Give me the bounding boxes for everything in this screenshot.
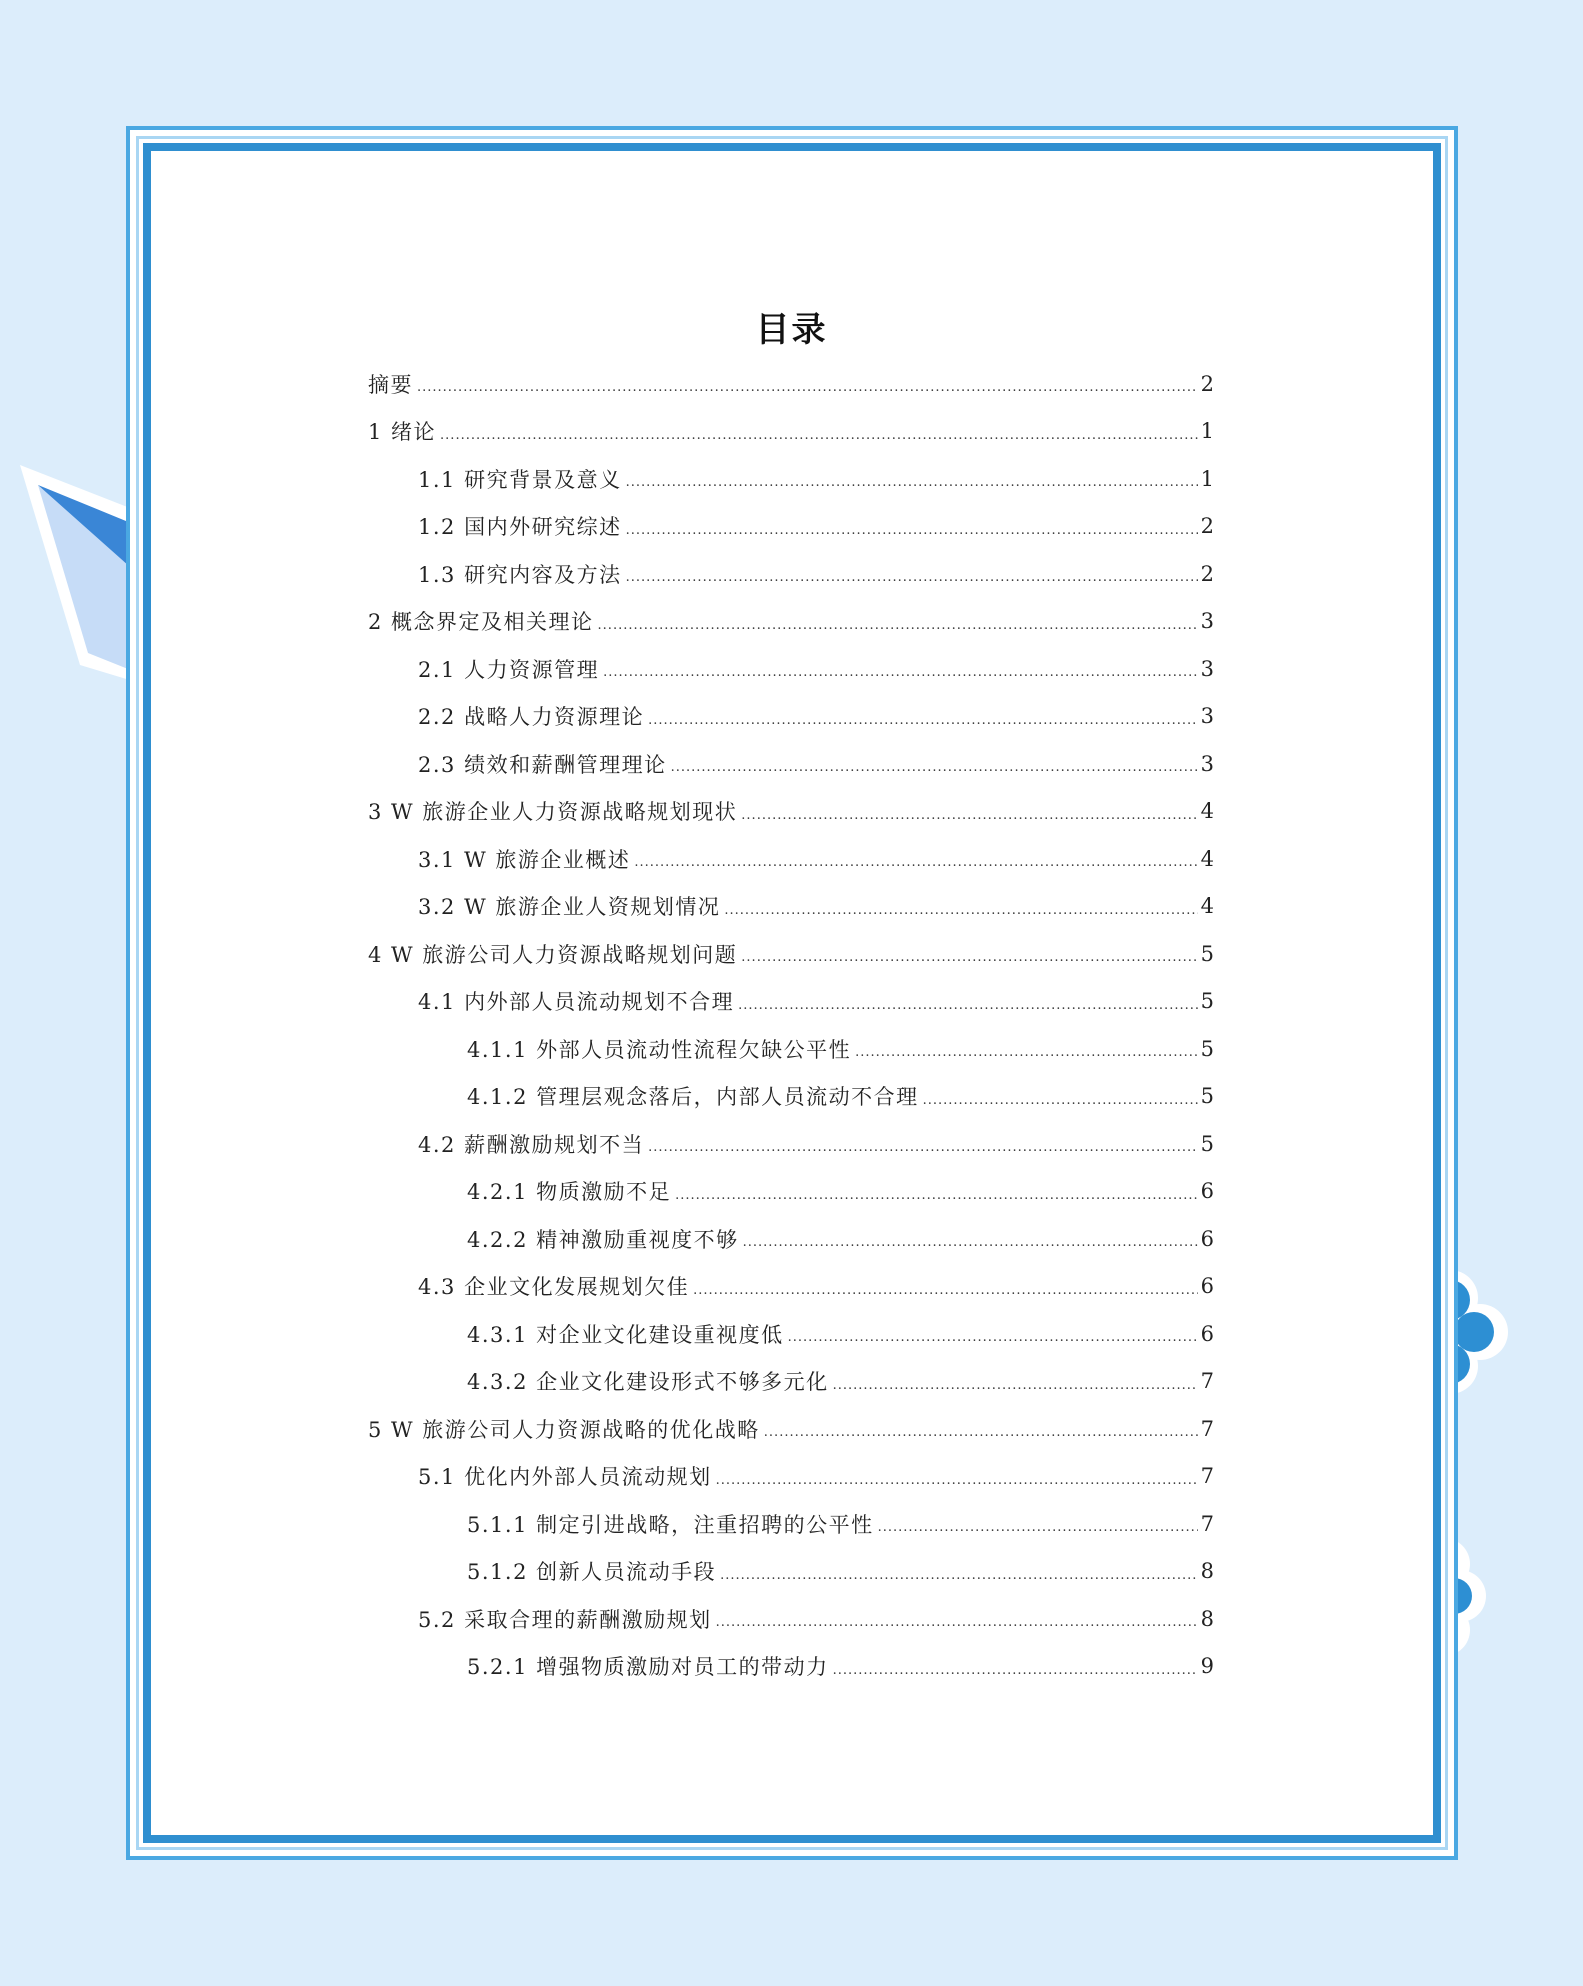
toc-entry[interactable]	[368, 598, 1214, 646]
toc-entry-title: 4.1.2 管理层观念落后，内部人员流动不合理	[467, 1085, 919, 1110]
toc-entry-page: 8	[1200, 1559, 1214, 1584]
toc-entry[interactable]	[368, 1025, 1214, 1073]
toc-entry-page: 6	[1200, 1274, 1214, 1299]
toc-entry[interactable]	[368, 1500, 1214, 1548]
toc-leader-dots	[741, 950, 1197, 965]
toc-entry-title: 4.3.2 企业文化建设形式不够多元化	[467, 1370, 829, 1395]
toc-entry-title: 5.2.1 增强物质激励对员工的带动力	[467, 1655, 829, 1680]
toc-leader-dots	[833, 1663, 1198, 1678]
toc-leader-dots	[648, 1140, 1198, 1155]
toc-leader-dots	[626, 570, 1198, 585]
toc-leader-dots	[720, 1568, 1198, 1583]
toc-entry-page: 6	[1200, 1321, 1214, 1346]
toc-leader-dots	[833, 1378, 1198, 1393]
toc-entry-page: 3	[1200, 751, 1214, 776]
toc-entry-page: 1	[1200, 419, 1214, 444]
toc-title: 目录	[755, 310, 828, 350]
toc-entry-title: 2.3 绩效和薪酬管理理论	[418, 752, 667, 777]
toc-leader-dots	[693, 1283, 1198, 1298]
toc-entry-title: 4.1 内外部人员流动规划不合理	[418, 990, 735, 1015]
toc-entry-page: 7	[1200, 1511, 1214, 1536]
toc-entry-page: 8	[1200, 1606, 1214, 1631]
toc-entry-page: 4	[1200, 894, 1214, 919]
toc-entry-title: 1.1 研究背景及意义	[418, 467, 622, 492]
toc-entry-page: 3	[1200, 609, 1214, 634]
toc-leader-dots	[675, 1188, 1198, 1203]
toc-leader-dots	[626, 523, 1198, 538]
toc-entry-page: 2	[1200, 514, 1214, 539]
toc-entry[interactable]	[368, 1215, 1214, 1263]
toc-entry[interactable]	[368, 1263, 1214, 1311]
toc-leader-dots	[671, 760, 1198, 775]
toc-entry-title: 2.2 战略人力资源理论	[418, 705, 645, 730]
toc-entry[interactable]	[368, 1405, 1214, 1453]
toc-entry[interactable]	[368, 788, 1214, 836]
toc-leader-dots	[923, 1093, 1198, 1108]
toc-entry-page: 4	[1200, 799, 1214, 824]
toc-leader-dots	[603, 665, 1198, 680]
toc-leader-dots	[440, 428, 1198, 443]
toc-leader-dots	[855, 1045, 1198, 1060]
toc-entry-page: 5	[1200, 989, 1214, 1014]
toc-entry-title: 4 W 旅游公司人力资源战略规划问题	[368, 942, 738, 967]
toc-entry[interactable]	[368, 1453, 1214, 1501]
toc-entry-title: 3.2 W 旅游企业人资规划情况	[418, 895, 721, 920]
toc-leader-dots	[716, 1473, 1198, 1488]
toc-entry[interactable]	[368, 835, 1214, 883]
toc-entry[interactable]	[368, 645, 1214, 693]
toc-entry-title: 5.1.1 制定引进战略，注重招聘的公平性	[467, 1512, 874, 1537]
toc-entry-title: 1.3 研究内容及方法	[418, 562, 622, 587]
toc-entry-page: 5	[1200, 941, 1214, 966]
toc-leader-dots	[724, 903, 1197, 918]
toc-entry-title: 2 概念界定及相关理论	[368, 610, 594, 635]
toc-leader-dots	[648, 713, 1198, 728]
toc-leader-dots	[743, 1235, 1198, 1250]
toc-entry-title: 摘要	[368, 372, 413, 397]
toc-entry[interactable]	[368, 883, 1214, 931]
toc-entry-page: 5	[1200, 1084, 1214, 1109]
toc-entry[interactable]	[368, 1643, 1214, 1691]
toc-entry[interactable]	[368, 1595, 1214, 1643]
toc-entry[interactable]	[368, 1358, 1214, 1406]
toc-leader-dots	[878, 1520, 1198, 1535]
toc-entry-title: 4.3 企业文化发展规划欠佳	[418, 1275, 690, 1300]
toc-entry-title: 4.1.1 外部人员流动性流程欠缺公平性	[467, 1037, 852, 1062]
toc-entry-title: 5.1 优化内外部人员流动规划	[418, 1465, 712, 1490]
toc-entry-page: 4	[1200, 846, 1214, 871]
toc-leader-dots	[626, 475, 1198, 490]
toc-entry-page: 3	[1200, 656, 1214, 681]
toc-entry-page: 5	[1200, 1036, 1214, 1061]
toc-entry[interactable]	[368, 1073, 1214, 1121]
toc-entry[interactable]	[368, 1548, 1214, 1596]
toc-entry[interactable]	[368, 408, 1214, 456]
toc-entry-page: 2	[1200, 371, 1214, 396]
toc-entry[interactable]	[368, 1310, 1214, 1358]
toc-entry-title: 1 绪论	[368, 420, 437, 445]
toc-entry-page: 7	[1200, 1369, 1214, 1394]
toc-entry[interactable]	[368, 550, 1214, 598]
table-of-contents	[368, 360, 1214, 1690]
toc-leader-dots	[598, 618, 1198, 633]
toc-entry-title: 4.2 薪酬激励规划不当	[418, 1132, 645, 1157]
toc-entry-page: 6	[1200, 1179, 1214, 1204]
toc-entry-title: 4.3.1 对企业文化建设重视度低	[467, 1322, 784, 1347]
toc-leader-dots	[738, 998, 1198, 1013]
toc-entry[interactable]	[368, 503, 1214, 551]
toc-entry-title: 4.2.2 精神激励重视度不够	[467, 1227, 739, 1252]
toc-entry[interactable]	[368, 978, 1214, 1026]
toc-leader-dots	[634, 855, 1197, 870]
toc-entry-title: 1.2 国内外研究综述	[418, 515, 622, 540]
toc-entry-title: 4.2.1 物质激励不足	[467, 1180, 672, 1205]
toc-leader-dots	[788, 1330, 1198, 1345]
toc-leader-dots	[741, 808, 1197, 823]
toc-entry-page: 2	[1200, 561, 1214, 586]
toc-entry-page: 7	[1200, 1416, 1214, 1441]
toc-entry-title: 5 W 旅游公司人力资源战略的优化战略	[368, 1417, 760, 1442]
toc-entry[interactable]	[368, 1120, 1214, 1168]
toc-entry[interactable]	[368, 455, 1214, 503]
toc-entry-page: 7	[1200, 1464, 1214, 1489]
toc-entry-page: 3	[1200, 704, 1214, 729]
toc-entry[interactable]	[368, 1168, 1214, 1216]
toc-entry[interactable]	[368, 930, 1214, 978]
toc-leader-dots	[716, 1615, 1198, 1630]
toc-entry[interactable]	[368, 360, 1214, 408]
toc-leader-dots	[764, 1425, 1198, 1440]
toc-entry-page: 1	[1200, 466, 1214, 491]
toc-entry-title: 2.1 人力资源管理	[418, 657, 600, 682]
toc-entry-page: 6	[1200, 1226, 1214, 1251]
toc-entry[interactable]	[368, 693, 1214, 741]
toc-entry-title: 3 W 旅游企业人力资源战略规划现状	[368, 800, 738, 825]
toc-entry-page: 5	[1200, 1131, 1214, 1156]
toc-entry[interactable]	[368, 740, 1214, 788]
toc-entry-title: 5.1.2 创新人员流动手段	[467, 1560, 717, 1585]
toc-leader-dots	[417, 380, 1198, 395]
toc-entry-title: 5.2 采取合理的薪酬激励规划	[418, 1607, 712, 1632]
toc-entry-title: 3.1 W 旅游企业概述	[418, 847, 631, 872]
toc-entry-page: 9	[1200, 1654, 1214, 1679]
